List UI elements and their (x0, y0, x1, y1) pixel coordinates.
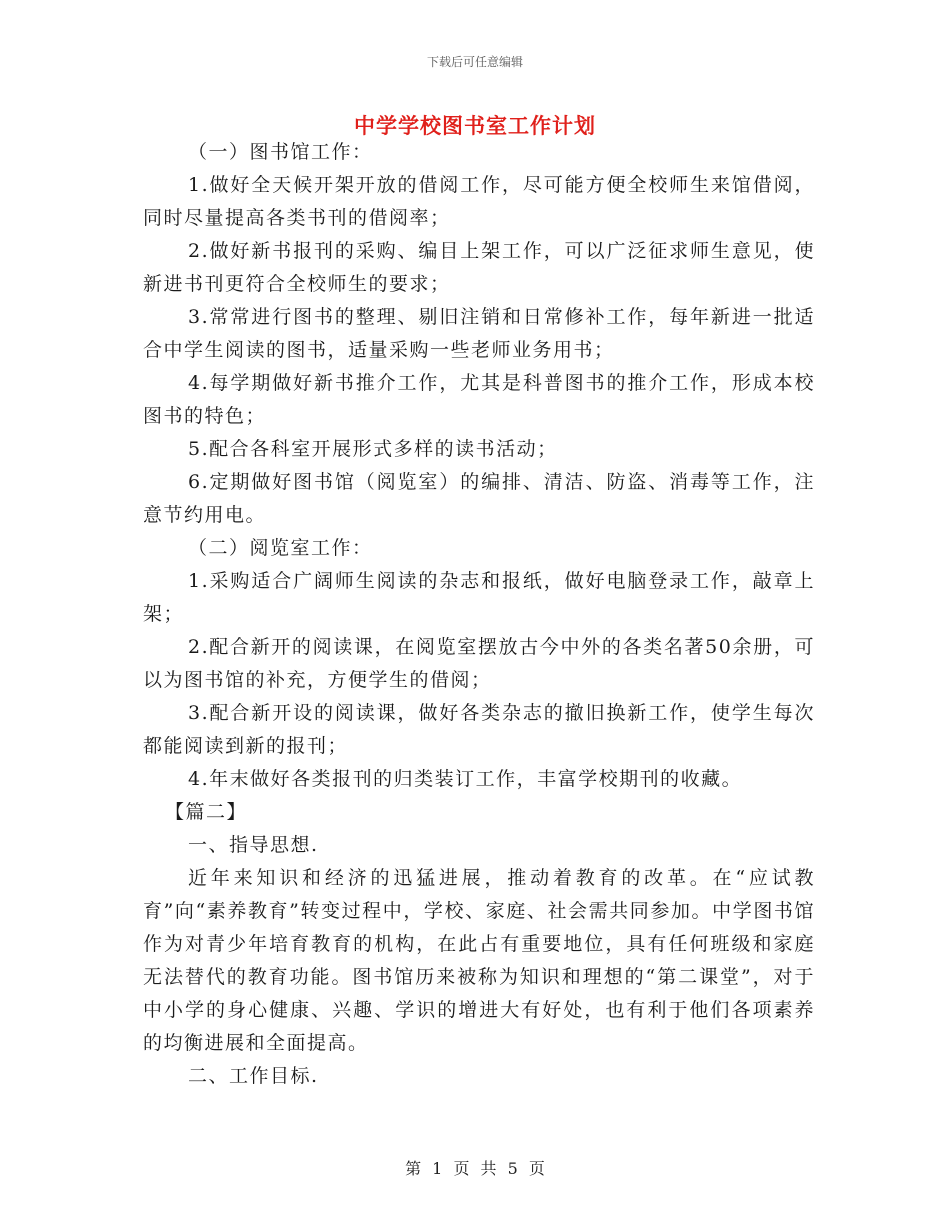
section-heading-library: （一）图书馆工作： (188, 141, 373, 163)
paragraph: 1.采购适合广阔师生阅读的杂志和报纸，做好电脑登录工作，敲章上架； (143, 570, 815, 625)
paragraph: 3.常常进行图书的整理、剔旧注销和日常修补工作，每年新进一批适合中学生阅读的图书，适量采购一些老师业务用书； (143, 306, 815, 361)
section-marker: 【篇二】 (165, 801, 248, 823)
document-title: 中学学校图书室工作计划 (354, 113, 596, 138)
paragraph: 2.配合新开的阅读课，在阅览室摆放古今中外的各类名著50余册，可以为图书馆的补充，方便学生的借阅； (143, 636, 815, 691)
document-body (143, 136, 815, 1093)
section-heading-guiding-thought: 一、指导思想. (188, 834, 319, 856)
paragraph: 6.定期做好图书馆（阅览室）的编排、清洁、防盗、消毒等工作，注意节约用电。 (143, 471, 815, 526)
paragraph: 2.做好新书报刊的采购、编目上架工作，可以广泛征求师生意见，使新进书刊更符合全校师生的要求； (143, 240, 815, 295)
page-footer: 第 1 页 共 5 页 (405, 1159, 545, 1178)
section-heading-reading-room: （二）阅览室工作： (188, 537, 373, 559)
paragraph: 3.配合新开设的阅读课，做好各类杂志的撤旧换新工作，使学生每次都能阅读到新的报刊； (143, 702, 815, 757)
page-header: 下载后可任意编辑 (426, 55, 523, 69)
section-heading-work-goals: 二、工作目标. (188, 1065, 319, 1087)
paragraph: 5.配合各科室开展形式多样的读书活动； (188, 438, 558, 460)
paragraph: 近年来知识和经济的迅猛进展，推动着教育的改革。在“应试教育”向“素养教育”转变过程中，学校、家庭、社会需共同参加。中学图书馆作为对青少年培育教育的机构，在此占有重要地位，具有任何班级和家庭无法替代的教育功能。图书馆历来被称为知识和理想的“第二课堂”，对于中小学的身心健康、兴趣、学识的增进大有好处，也有利于他们各项素养的均衡进展和全面提高。 (143, 867, 815, 1054)
paragraph: 4.年末做好各类报刊的归类装订工作，丰富学校期刊的收藏。 (188, 768, 743, 790)
paragraph: 1.做好全天候开架开放的借阅工作，尽可能方便全校师生来馆借阅，同时尽量提高各类书刊的借阅率； (143, 174, 815, 229)
paragraph: 4.每学期做好新书推介工作，尤其是科普图书的推介工作，形成本校图书的特色； (143, 372, 815, 427)
